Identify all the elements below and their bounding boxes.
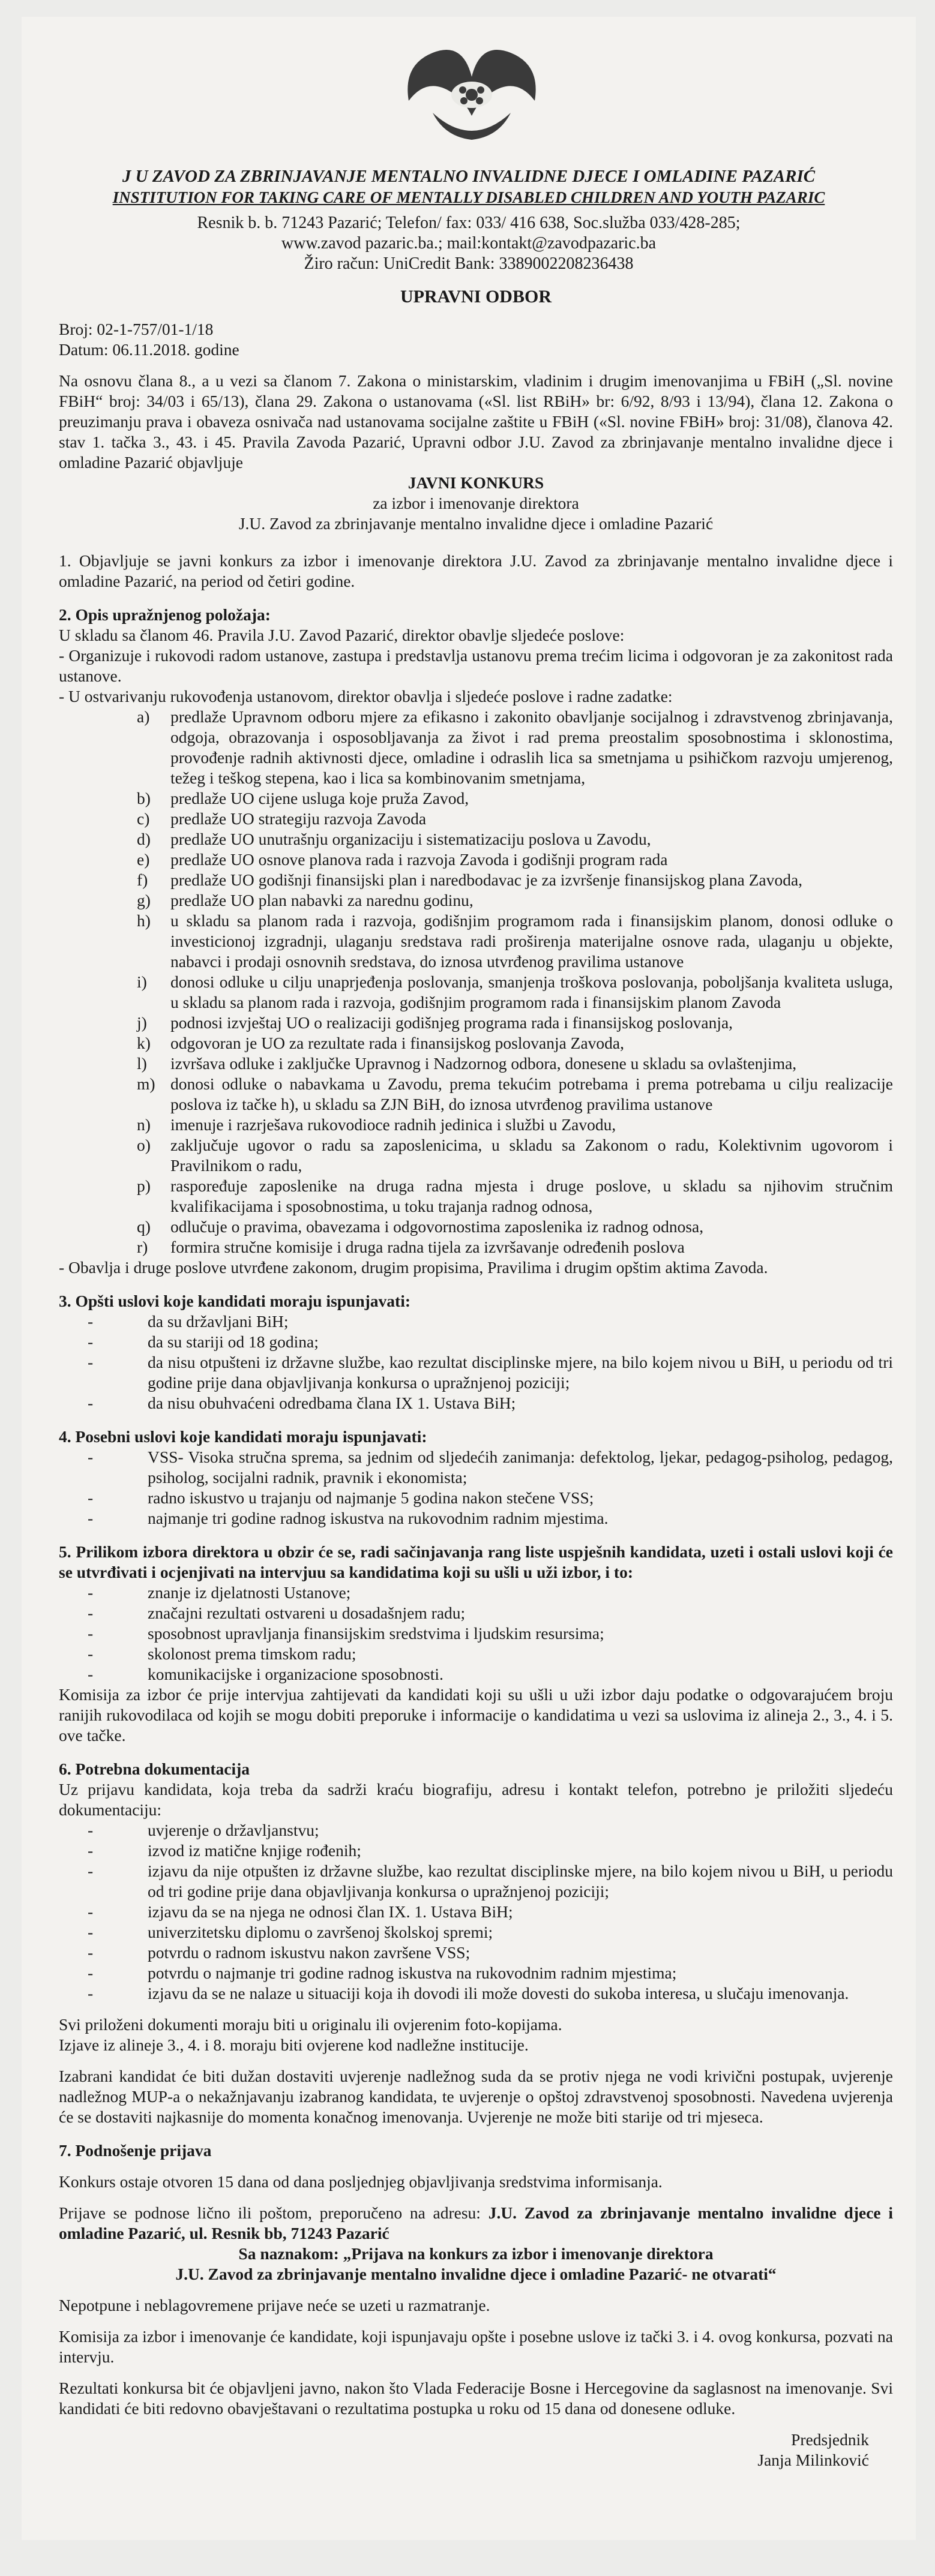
list-item: - potvrdu o radnom iskustvu nakon završene VSS; [88, 1943, 471, 1962]
list-item: - VSS- Visoka stručna sprema, sa jednim od sljedećih zanimanja: defektolog, ljekar, pedagog-psiholog, pedagog, psiholog, socijalni radnik, pravnik i ekonomista; [88, 1448, 893, 1487]
section-6-note: Izjave iz alineje 3., 4. i 8. moraju biti ovjerene kod nadležne institucije. [59, 2035, 529, 2054]
list-item: - da nisu obuhvaćeni odredbama člana IX 1. Ustava BiH; [88, 1394, 516, 1412]
list-item: - da su državljani BiH; [88, 1312, 289, 1331]
board-heading: UPRAVNI ODBOR [400, 287, 552, 307]
section-3-heading: 3. Opšti uslovi koje kandidati moraju ispunjavati: [59, 1292, 411, 1310]
list-item: j) podnosi izvještaj UO o realizaciji godišnjeg programa rada i finansijskog poslovanja, [137, 1013, 733, 1032]
list-item: - univerzitetsku diplomu o završenoj školskoj spremi; [88, 1923, 493, 1941]
list-item: - da nisu otpušteni iz državne službe, kao rezultat disciplinske mjere, na bilo kojem nivou u BiH, u periodu od tri godine prije dana objavljivanja konkursa o upražnjenoj poziciji; [88, 1353, 893, 1392]
list-item: - značajni rezultati ostvareni u dosadašnjem radu; [88, 1604, 466, 1622]
section-4-heading: 4. Posebni uslovi koje kandidati moraju ispunjavati: [59, 1427, 427, 1446]
intro-paragraph: Na osnovu člana 8., a u vezi sa članom 7. Zakona o ministarskim, vladinim i drugim imenovanjima u FBiH („Sl. novine FBiH“ broj: 34/03 i 65/13), člana 29. Zakona o ustanovama («Sl. list RBiH» br: 6/92, 8/93 i 13/94), člana 12. Zakona o preuzimanju prava i obaveza osnivača nad ustanovama socijalne zaštite u FBiH («Sl. novine FBiH» broj: 31/08), članova 42. stav 1. tačka 3., 43. i 45. Pravila Zavoda Pazarić, Upravni odbor J.U. Zavod za zbrinjavanje mentalno invalidne djece i omladine Pazarić objavljuje [59, 371, 893, 472]
list-item: l) izvršava odluke i zaključke Upravnog i Nadzornog odbora, donesene u skladu sa ovlaštenjima, [137, 1054, 797, 1073]
list-item: n) imenuje i razrješava rukovodioce radnih jedinica i službi u Zavodu, [137, 1115, 616, 1134]
section-7-deadline: Konkurs ostaje otvoren 15 dana od dana posljednjeg objavljivanja sredstvima informisanja. [59, 2172, 663, 2191]
section-7-label: J.U. Zavod za zbrinjavanje mentalno invalidne djece i omladine Pazarić- ne otvarati“ [175, 2265, 777, 2283]
list-item: f) predlaže UO godišnji finansijski plan i naredbodavac je za izvršenje finansijskog plana Zavoda, [137, 870, 803, 889]
list-item: - izjavu da nije otpušten iz državne službe, kao rezultat disciplinske mjere, na bilo kojem nivou u BiH, u periodu od tri godine prije dana objavljivanja konkursa o upražnjenoj poziciji; [88, 1862, 893, 1901]
list-item: - radno iskustvo u trajanju od najmanje 5 godina nakon stečene VSS; [88, 1488, 594, 1507]
notice-subtitle-institution: J.U. Zavod za zbrinjavanje mentalno invalidne djece i omladine Pazarić [238, 514, 714, 533]
signature-title: Predsjednik [791, 2430, 869, 2449]
document-page [22, 17, 916, 2540]
list-item: p) raspoređuje zaposlenike na druga radna mjesta i druge poslove, u skladu sa njihovim stručnim kvalifikacijama i sposobnostima, u toku trajanja radnog odnosa, [137, 1176, 893, 1215]
section-6-heading: 6. Potrebna dokumentacija [59, 1760, 250, 1778]
institution-name-english: INSTITUTION FOR TAKING CARE OF MENTALLY DISABLED CHILDREN AND YOUTH PAZARIC [112, 188, 825, 206]
list-item: a) predlaže Upravnom odboru mjere za efikasno i zakonito obavljanje socijalnog i zdravstvenog zbrinjavanja, odgoja, obrazovanja i osposobljavanja za život i rad prema preostalim sposobnostima i sklonostima, provođenje radnih aktivnosti djece, omladine i odraslih lica sa smetnjama u psihičkom razvoju umjerenog, težeg i teškog stepena, kao i lica sa kombinovanim smetnjama, [137, 707, 893, 787]
list-item: - sposobnost upravljanja finansijskim sredstvima i ljudskim resursima; [88, 1624, 604, 1643]
section-7-note: Nepotpune i neblagovremene prijave neće se uzeti u razmatranje. [59, 2296, 490, 2314]
duties-list [59, 707, 893, 1257]
document-number: Broj: 02-1-757/01-1/18 [59, 320, 214, 338]
institution-bank-account: Žiro račun: UniCredit Bank: 3389002208236438 [304, 254, 634, 273]
section-2-duty: - Organizuje i rukovodi radom ustanove, zastupa i predstavlja ustanovu prema trećim licima i odgovoran je za zakonitost rada ustanove. [59, 646, 893, 685]
institution-name: J U ZAVOD ZA ZBRINJAVANJE MENTALNO INVALIDNE DJECE I OMLADINE PAZARIĆ [122, 167, 816, 186]
list-item: k) odgovoran je UO za rezultate rada i finansijskog poslovanja Zavoda, [137, 1034, 624, 1052]
notice-title: JAVNI KONKURS [407, 473, 544, 492]
section-7-note: Rezultati konkursa bit će objavljeni javno, nakon što Vlada Federacije Bosne i Hercegovine da saglasnost na imenovanje. Svi kandidati će biti redovno obavještavani o rezultatima postupka u roku od 15 dana od donesene odluke. [59, 2379, 893, 2418]
list-item: i) donosi odluke u cilju unaprjeđenja poslovanja, smanjenja troškova poslovanja, poboljšanja kvaliteta usluga, u skladu sa planom rada i razvoja, godišnjim programom rada i finansijskim planom Zavoda [137, 972, 893, 1011]
document-date: Datum: 06.11.2018. godine [59, 340, 239, 359]
list-item: g) predlaže UO plan nabavki za narednu godinu, [137, 891, 474, 909]
list-item: e) predlaže UO osnove planova rada i razvoja Zavoda i godišnji program rada [137, 850, 668, 869]
section-1: 1. Objavljuje se javni konkurs za izbor i imenovanje direktora J.U. Zavod za zbrinjavanje mentalno invalidne djece i omladine Pazarić, na period od četiri godine. [59, 551, 893, 590]
notice-subtitle: za izbor i imenovanje direktora [373, 494, 579, 512]
list-item: - uvjerenje o državljanstvu; [88, 1821, 319, 1839]
special-conditions-list [59, 1447, 893, 1529]
signature-name: Janja Milinković [757, 2451, 869, 2469]
section-7-note: Komisija za izbor i imenovanje će kandidate, koji ispunjavaju opšte i posebne uslove iz tački 3. i 4. ovog konkursa, pozvati na intervju. [59, 2327, 893, 2366]
section-5-heading: 5. Prilikom izbora direktora u obzir će se, radi sačinjavanja rang liste uspješnih kandidata, uzeti i ostali uslovi koji će se utvrđivati i ocjenjivati na intervjuu sa kandidatima koji su ušli u uži izbor, i to: [59, 1542, 893, 1581]
list-item: - izjavu da se ne nalaze u situaciji koja ih dovodi ili može dovesti do sukoba interesa, u slučaju imenovanja. [88, 1984, 849, 2002]
section-6-intro: Uz prijavu kandidata, koja treba da sadrži kraću biografiju, adresu i kontakt telefon, potrebno je priložiti sljedeću dokumentaciju: [59, 1780, 893, 1819]
list-item: - izjavu da se na njega ne odnosi član IX. 1. Ustava BiH; [88, 1902, 513, 1921]
section-6-note: Izabrani kandidat će biti dužan dostaviti uvjerenje nadležnog suda da se protiv njega ne vodi krivični postupak, uvjerenje nadležnog MUP-a o nekažnjavanju izabranog kandidata, te uvjerenje o opštoj zdravstvenoj sposobnosti. Navedena uvjerenja će se dostaviti najkasnije do momenta konačnog imenovanja. Uvjerenje ne može biti starije od tri mjeseca. [59, 2067, 893, 2126]
documentation-list [59, 1820, 893, 2004]
section-6-note: Svi priloženi dokumenti moraju biti u originalu ili ovjerenim foto-kopijama. [59, 2015, 562, 2034]
list-item: b) predlaže UO cijene usluga koje pruža Zavod, [137, 789, 469, 807]
section-2-duty: - U ostvarivanju rukovođenja ustanovom, direktor obavlja i sljedeće poslove i radne zadatke: [59, 687, 673, 705]
list-item: r) formira stručne komisije i druga radna tijela za izvršavanje određenih poslova [137, 1238, 685, 1256]
list-item: - izvod iz matične knjige rođenih; [88, 1841, 361, 1860]
list-item: - skolonost prema timskom radu; [88, 1644, 356, 1663]
list-item: - da su stariji od 18 godina; [88, 1332, 319, 1351]
section-2-heading: 2. Opis upražnjenog položaja: [59, 605, 271, 624]
list-item: - komunikacijske i organizacione sposobnosti. [88, 1665, 443, 1683]
list-item: m) donosi odluke o nabavkama u Zavodu, prema tekućim potrebama i prema potrebama u cilju realizacije poslova iz tačke h), u skladu sa ZJN BiH, do iznosa utvrđenog pravilima ustanove [137, 1074, 893, 1113]
section-7-label: Sa naznakom: „Prijava na konkurs za izbor i imenovanje direktora [238, 2244, 714, 2263]
list-item: d) predlaže UO unutrašnju organizaciju i sistematizaciju poslova u Zavodu, [137, 830, 651, 848]
section-2-duty: - Obavlja i druge poslove utvrđene zakonom, drugim propisima, Pravilima i drugim opštim aktima Zavoda. [59, 1258, 768, 1277]
general-conditions-list [59, 1311, 893, 1413]
list-item: - znanje iz djelatnosti Ustanove; [88, 1583, 351, 1602]
list-item: c) predlaže UO strategiju razvoja Zavoda [137, 809, 427, 828]
list-item: h) u skladu sa planom rada i razvoja, godišnjim programom rada i finansijskim planom, donosi odluke o investicionoj izgradnji, ulaganju sredstava radi proširenja materijalne osnove rada, ulaganju u objekte, nabavci i prodaji osnovnih sredstava, do iznosa utvrđenog pravilima ustanove [137, 911, 893, 971]
section-2-intro: U skladu sa članom 46. Pravila J.U. Zavod Pazarić, direktor obavlje sljedeće poslove: [59, 626, 625, 644]
section-7-address: Prijave se podnose lično ili poštom, preporučeno na adresu: J.U. Zavod za zbrinjavanje mentalno invalidne djece i omladine Pazarić, ul. Resnik bb, 71243 Pazarić [59, 2203, 893, 2242]
institution-address: Resnik b. b. 71243 Pazarić; Telefon/ fax: 033/ 416 638, Soc.služba 033/428-285; [197, 214, 741, 232]
section-7-heading: 7. Podnošenje prijava [59, 2141, 212, 2160]
list-item: - potvrdu o najmanje tri godine radnog iskustva na rukovodnim radnim mjestima; [88, 1963, 677, 1982]
interview-criteria-list [59, 1583, 893, 1685]
institution-logo [397, 35, 547, 155]
list-item: q) odlučuje o pravima, obavezama i odgovornostima zaposlenika iz radnog odnosa, [137, 1217, 704, 1236]
institution-contacts: www.zavod pazaric.ba.; mail:kontakt@zavodpazaric.ba [281, 234, 657, 253]
list-item: o) zaključuje ugovor o radu sa zaposlenicima, u skladu sa Zakonom o radu, Kolektivnim ugovorom i Pravilnikom o radu, [137, 1136, 893, 1175]
section-5-note: Komisija za izbor će prije intervjua zahtijevati da kandidati koji su ušli u uži izbor daju podatke o odgovarajućem broju ranijih rukovodilaca od kojih se mogu dobiti preporuke i informacije o kandidatima u vezi sa uslovima iz alineja 2., 3., 4. i 5. ove tačke. [59, 1685, 893, 1745]
list-item: - najmanje tri godine radnog iskustva na rukovodnim radnim mjestima. [88, 1509, 609, 1527]
document-body [59, 287, 893, 2470]
